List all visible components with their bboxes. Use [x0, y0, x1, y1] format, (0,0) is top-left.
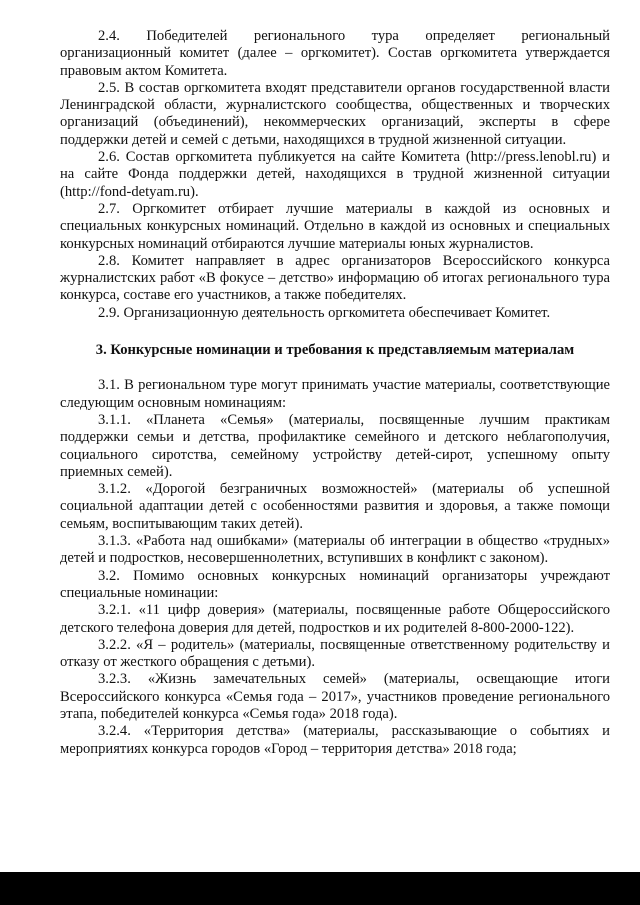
paragraph-2-4: 2.4. Победителей регионального тура определяет региональный организационный комитет (далее – оргкомитет). Состав оргкомитета утверждается правовым актом Комитета.: [60, 28, 610, 79]
paragraph-2-8: 2.8. Комитет направляет в адрес организаторов Всероссийского конкурса журналистских работ «В фокусе – детство» информацию об итогах регионального тура конкурса, составе его участников, а также победителях.: [60, 252, 610, 304]
scan-bottom-edge: [0, 872, 640, 905]
paragraph-2-6: 2.6. Состав оргкомитета публикуется на сайте Комитета (http://press.lenobl.ru) и на сайте Фонда поддержки детей, находящихся в трудной жизненной ситуации (http://fond-detyam.ru).: [60, 149, 610, 200]
paragraph-3-2: 3.2. Помимо основных конкурсных номинаций организаторы учреждают специальные номинации:: [60, 567, 610, 601]
paragraph-2-7: 2.7. Оргкомитет отбирает лучшие материалы в каждой из основных и специальных конкурсных номинаций. Отдельно в каждой из основных и специальных конкурсных номинаций отбираются лучшие материалы юных журналистов.: [60, 200, 610, 252]
section-3-paragraphs: [60, 377, 610, 758]
paragraph-3-1: 3.1. В региональном туре могут принимать участие материалы, соответствующие следующим основным номинациям:: [60, 377, 610, 411]
paragraph-3-2-2: 3.2.2. «Я – родитель» (материалы, посвященные ответственному родительству и отказу от жесткого обращения с детьми).: [60, 636, 610, 671]
paragraph-3-1-3: 3.1.3. «Работа над ошибками» (материалы об интеграции в общество «трудных» детей и подростков, несовершеннолетних, вступивших в конфликт с законом).: [60, 533, 610, 567]
document-body: [60, 28, 610, 758]
paragraph-3-2-1: 3.2.1. «11 цифр доверия» (материалы, посвященные работе Общероссийского детского телефона доверия для детей, подростков и их родителей 8-800-2000-122).: [60, 602, 610, 636]
paragraph-3-2-4: 3.2.4. «Территория детства» (материалы, рассказывающие о событиях и мероприятиях конкурса городов «Город – территория детства» 2018 года;: [60, 723, 610, 757]
section-2-paragraphs: [60, 28, 610, 322]
paragraph-3-2-3: 3.2.3. «Жизнь замечательных семей» (материалы, освещающие итоги Всероссийского конкурса «Семья года – 2017», участников проведение регионального этапа, победителей конкурса «Семья года» 2018 года).: [60, 671, 610, 722]
paragraph-2-9: 2.9. Организационную деятельность оргкомитета обеспечивает Комитет.: [98, 304, 551, 321]
section-3-heading: 3. Конкурсные номинации и требования к представляемым материалам: [95, 342, 575, 359]
paragraph-3-1-2: 3.1.2. «Дорогой безграничных возможностей» (материалы об успешной социальной адаптации детей с особенностями развития и здоровья, а также помощи семьям, воспитывающим таких детей).: [60, 481, 610, 532]
paragraph-2-5: 2.5. В состав оргкомитета входят представители органов государственной власти Ленинградской области, журналистского сообщества, общественных и творческих организаций (объединений), некоммерческих организаций, эксперты в сфере поддержки детей и семей с детьми, находящихся в трудной жизненной ситуации.: [60, 79, 610, 148]
paragraph-3-1-1: 3.1.1. «Планета «Семья» (материалы, посвященные лучшим практикам поддержки семьи и детства, профилактике семейного и детского неблагополучия, социального сиротства, семейному устройству детей-сирот, успешному опыту приемных семей).: [60, 411, 610, 480]
